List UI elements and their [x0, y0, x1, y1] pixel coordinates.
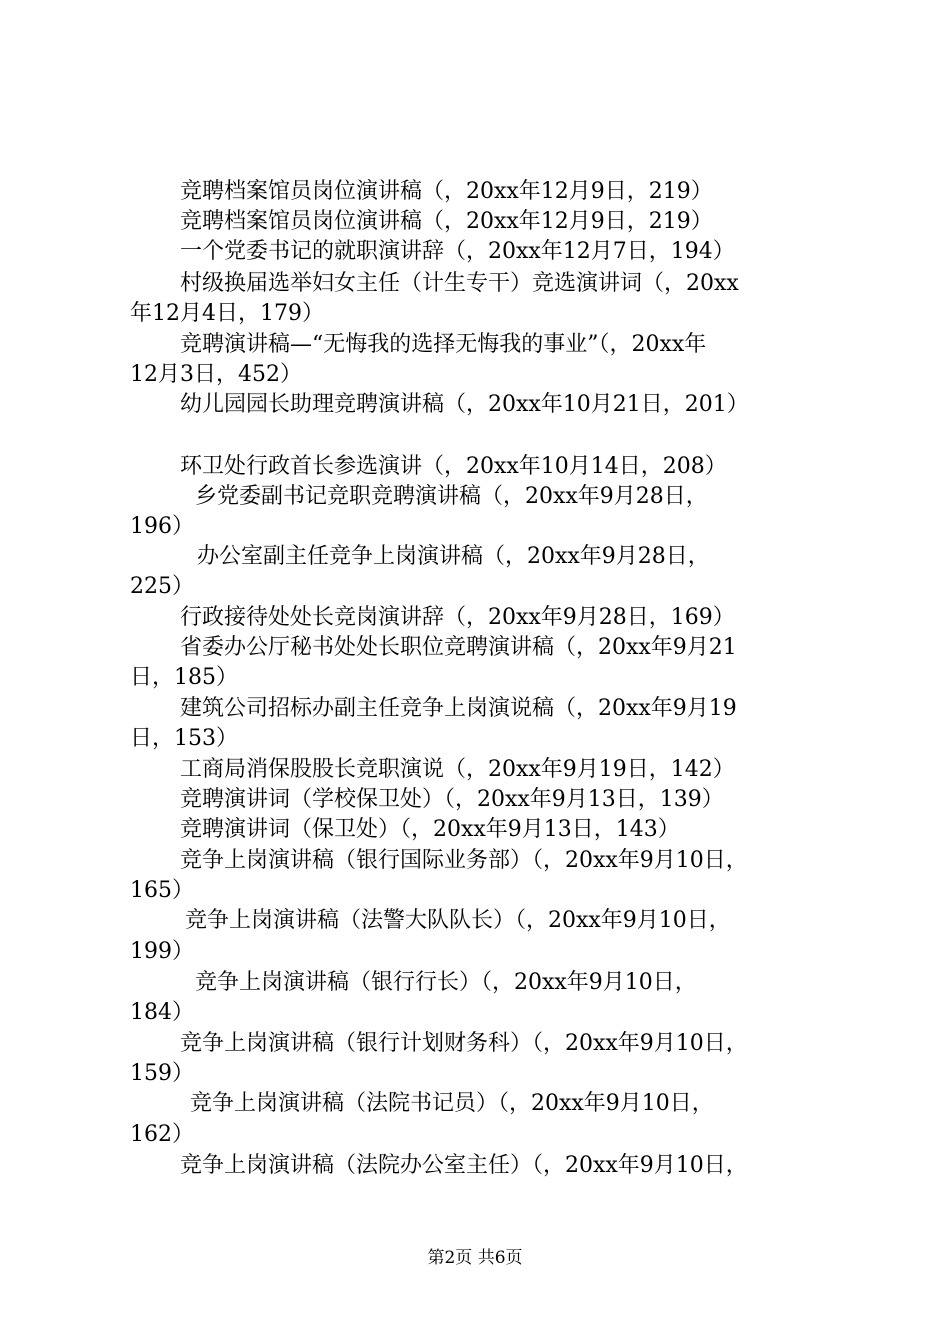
- text-line: 办公室副主任竞争上岗演讲稿（，20xx年9月28日，: [197, 544, 710, 569]
- text-line: 196）: [130, 514, 194, 539]
- text-line: 竞争上岗演讲稿（银行计划财务科）（，20xx年9月10日，: [180, 1031, 748, 1056]
- text-line: 竞聘档案馆员岗位演讲稿（，20xx年12月9日，219）: [180, 179, 713, 204]
- text-line: 竞争上岗演讲稿（银行国际业务部）（，20xx年9月10日，: [180, 848, 748, 873]
- text-line: 行政接待处处长竞岗演讲辞（，20xx年9月28日，169）: [180, 605, 735, 630]
- text-line: 184）: [130, 1000, 194, 1025]
- text-line: 日，185）: [130, 665, 238, 690]
- text-line: 225）: [130, 574, 194, 599]
- text-line: 竞争上岗演讲稿（法院书记员）（，20xx年9月10日，: [190, 1091, 714, 1116]
- text-line: 幼儿园园长助理竞聘演讲稿（，20xx年10月21日，201）: [180, 392, 749, 417]
- text-line: 竞聘演讲词（学校保卫处）（，20xx年9月13日，139）: [180, 787, 724, 812]
- text-line: 省委办公厅秘书处处长职位竞聘演讲稿（，20xx年9月21: [180, 635, 737, 660]
- text-line: 竞争上岗演讲稿（法警大队队长）（，20xx年9月10日，: [185, 908, 731, 933]
- text-line: 竞聘演讲稿—“无悔我的选择无悔我的事业”（，20xx年: [180, 332, 707, 357]
- text-line: 12月3日，452）: [130, 362, 302, 387]
- text-line: 工商局消保股股长竞职演说（，20xx年9月19日，142）: [180, 757, 735, 782]
- text-line: 199）: [130, 939, 194, 964]
- text-line: 竞争上岗演讲稿（银行行长）（，20xx年9月10日，: [195, 970, 697, 995]
- text-line: 一个党委书记的就职演讲辞（，20xx年12月7日，194）: [180, 239, 735, 264]
- page-footer: 第2页 共6页: [427, 1248, 523, 1268]
- text-line: 乡党委副书记竞职竞聘演讲稿（，20xx年9月28日，: [195, 484, 708, 509]
- text-line: 159）: [130, 1061, 194, 1086]
- text-line: 建筑公司招标办副主任竞争上岗演说稿（，20xx年9月19: [180, 696, 737, 721]
- text-line: 162）: [130, 1122, 194, 1147]
- text-line: 竞聘档案馆员岗位演讲稿（，20xx年12月9日，219）: [180, 209, 713, 234]
- text-line: 165）: [130, 878, 194, 903]
- text-line: 年12月4日，179）: [130, 301, 324, 326]
- text-line: 日，153）: [130, 726, 238, 751]
- text-line: 竞聘演讲词（保卫处）（，20xx年9月13日，143）: [180, 817, 680, 842]
- text-line: 环卫处行政首长参选演讲（，20xx年10月14日，208）: [180, 454, 727, 479]
- text-line: 竞争上岗演讲稿（法院办公室主任）（，20xx年9月10日，: [180, 1153, 748, 1178]
- text-line: 村级换届选举妇女主任（计生专干）竞选演讲词（，20xx: [180, 271, 739, 296]
